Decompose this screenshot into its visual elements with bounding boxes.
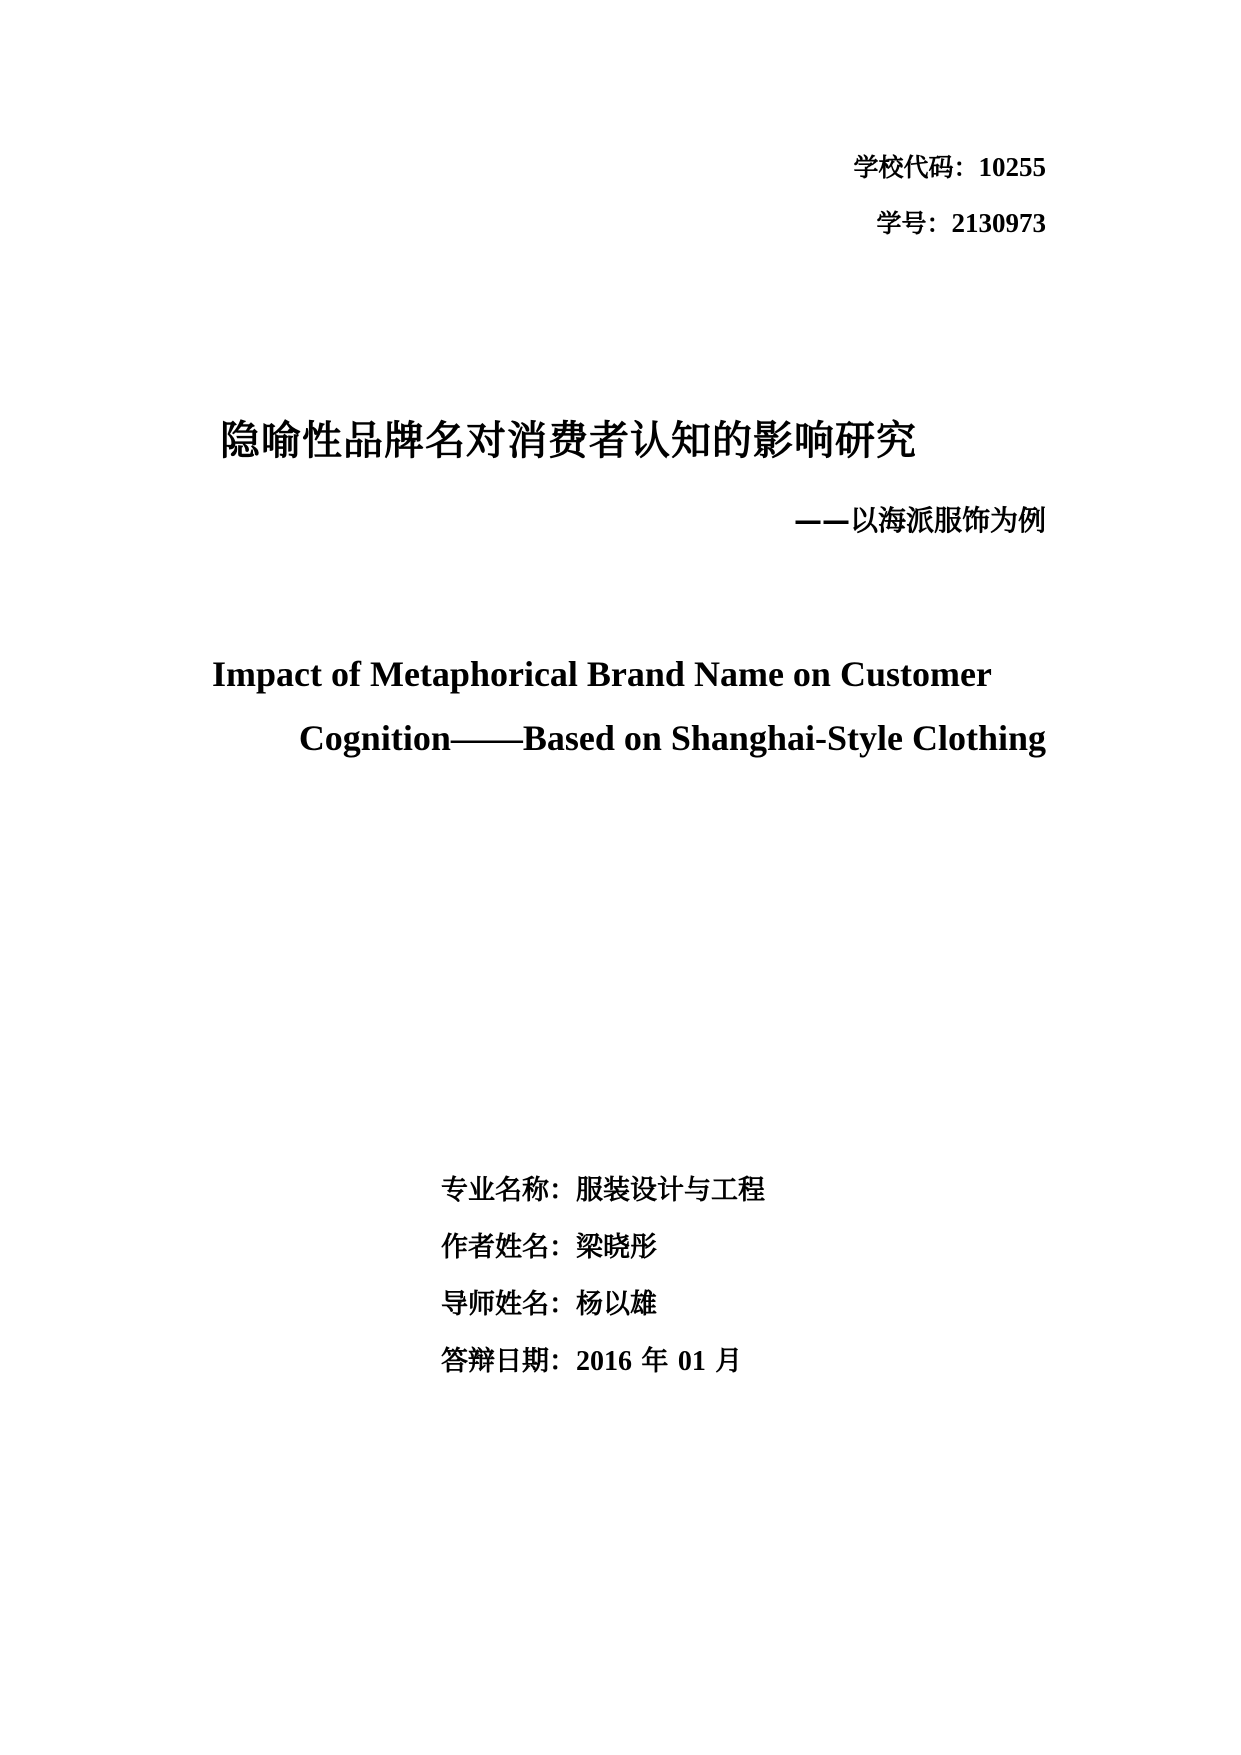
major-value: 服装设计与工程	[576, 1175, 765, 1206]
defense-date-label: 答辩日期：	[441, 1346, 576, 1377]
author-row	[441, 1230, 765, 1287]
student-id	[876, 207, 1046, 240]
thesis-info	[441, 1173, 765, 1401]
chinese-title: 隐喻性品牌名对消费者认知的影响研究	[220, 418, 917, 464]
defense-year-unit: 年	[632, 1346, 678, 1377]
major-row	[441, 1173, 765, 1230]
defense-date-row	[441, 1344, 765, 1401]
advisor-value: 杨以雄	[576, 1289, 657, 1320]
author-value: 梁晓彤	[576, 1232, 657, 1263]
author-label: 作者姓名：	[441, 1232, 576, 1263]
english-title-line-2: Cognition——Based on Shanghai-Style Clothing	[298, 718, 1046, 758]
advisor-row	[441, 1287, 765, 1344]
defense-month: 01	[677, 1346, 706, 1377]
major-label: 专业名称：	[441, 1175, 576, 1206]
student-id-value: 2130973	[951, 208, 1046, 238]
defense-year: 2016	[576, 1346, 632, 1377]
chinese-subtitle: ——以海派服饰为例	[793, 504, 1046, 537]
defense-month-unit: 月	[705, 1346, 743, 1377]
student-id-label: 学号：	[876, 209, 952, 238]
school-code-label: 学校代码：	[853, 153, 979, 182]
english-title-line-1: Impact of Metaphorical Brand Name on Customer	[212, 654, 992, 694]
school-code-value: 10255	[978, 152, 1046, 182]
advisor-label: 导师姓名：	[441, 1289, 576, 1320]
school-code	[853, 151, 1046, 184]
